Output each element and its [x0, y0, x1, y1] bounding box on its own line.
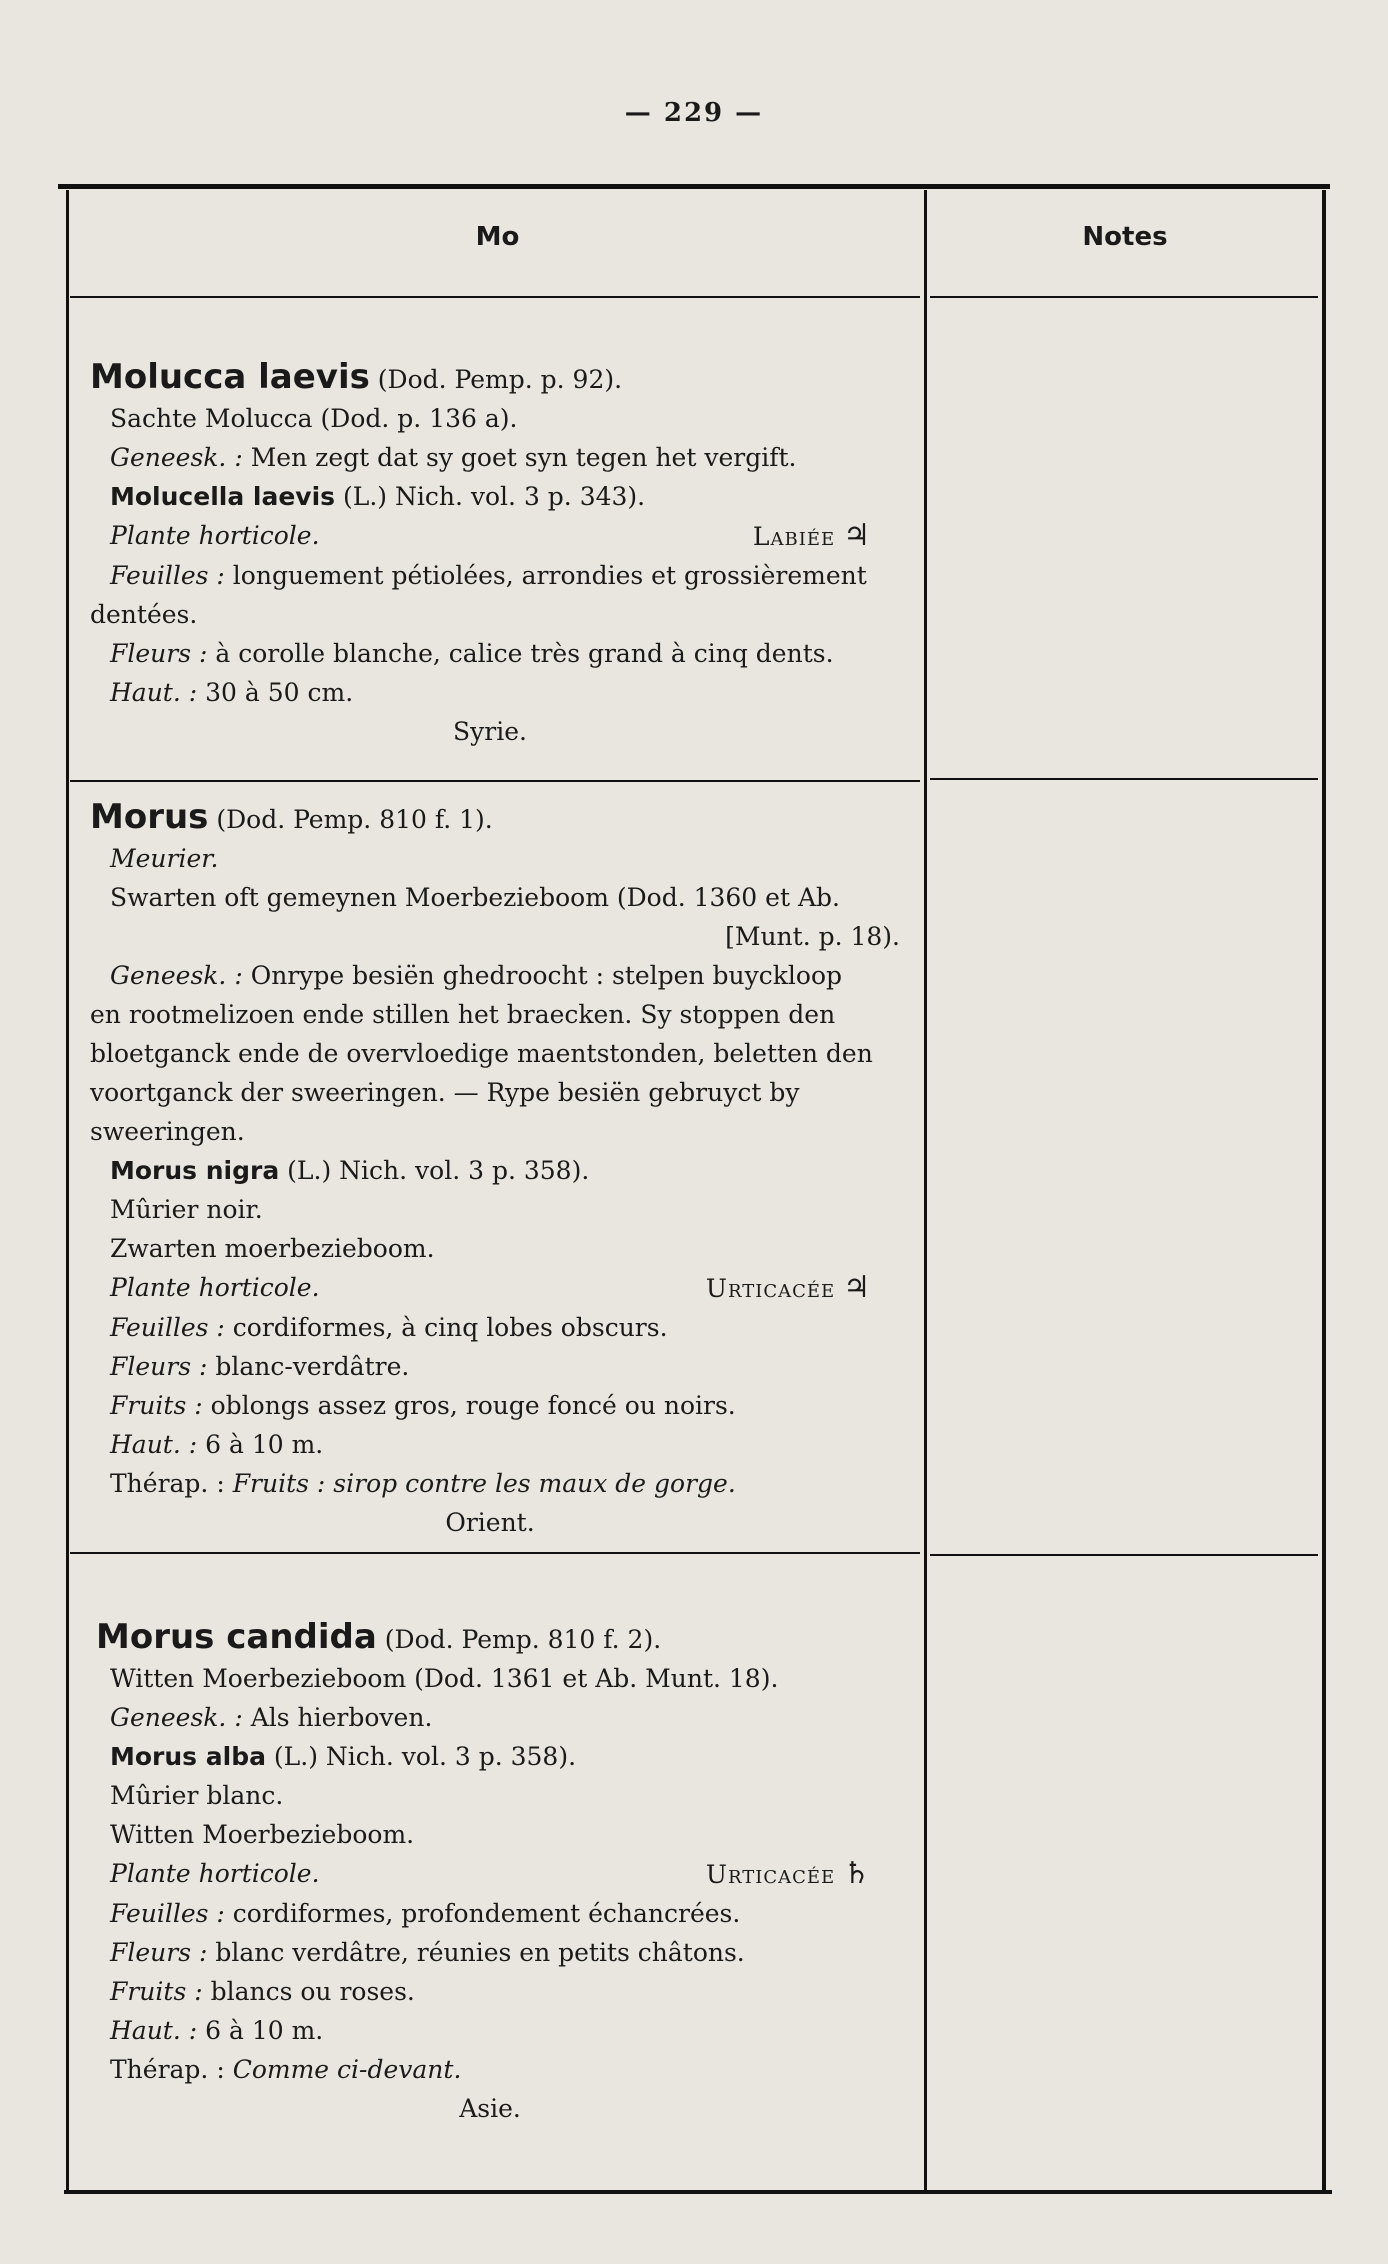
entry-line: Fleurs : blanc verdâtre, réunies en petits châtons.: [110, 1938, 745, 1967]
origin: Asie.: [459, 2094, 521, 2123]
entry-line: bloetganck ende de overvloedige maentstonden, beletten den: [90, 1039, 873, 1068]
entry-line: Mûrier blanc.: [110, 1781, 284, 1810]
entry-line: Fruits : blancs ou roses.: [110, 1977, 415, 2006]
entry-line: voortganck der sweeringen. — Rype besiën gebruyct by: [90, 1078, 800, 1107]
table-right-border: [1322, 190, 1326, 2192]
headword: Molucca laevis: [90, 357, 370, 397]
entry-line: Meurier.: [110, 844, 219, 873]
entry-molucca-laevis: [90, 357, 910, 751]
entry-line: Witten Moerbezieboom.: [110, 1820, 415, 1849]
entry-line: Plante horticole. Labiée ♃: [110, 518, 870, 553]
entry-line: Haut. : 30 à 50 cm.: [110, 678, 354, 707]
entry-line: Geneesk. : Onrype besiën ghedroocht : stelpen buyckloop: [110, 961, 843, 990]
column-header-left: Mo: [475, 222, 520, 252]
perennial-symbol: ♃: [843, 1270, 870, 1305]
page-number: — 229 —: [624, 98, 764, 128]
entry-line: Thérap. : Comme ci-devant.: [110, 2055, 462, 2084]
family-label: Urticacée: [705, 1274, 836, 1303]
shrub-symbol: ♄: [843, 1856, 870, 1891]
origin: Orient.: [445, 1508, 535, 1537]
entry-line: dentées.: [90, 600, 198, 629]
entry-line: [Munt. p. 18).: [725, 922, 900, 951]
entry-line: Thérap. : Fruits : sirop contre les maux de gorge.: [110, 1469, 736, 1498]
entry-line: Plante horticole. Urticacée ♃: [110, 1270, 870, 1305]
entry-line: Geneesk. : Men zegt dat sy goet syn tegen het vergift.: [110, 443, 797, 472]
entry-line: Plante horticole. Urticacée ♄: [110, 1856, 870, 1891]
entry-line: Fruits : oblongs assez gros, rouge foncé ou noirs.: [110, 1391, 736, 1420]
entry-line: Morus alba (L.) Nich. vol. 3 p. 358).: [110, 1742, 577, 1771]
entry-line: Mûrier noir.: [110, 1195, 263, 1224]
entry-divider-left: [70, 780, 920, 782]
table-top-rule: [58, 184, 1330, 189]
entry-divider-left: [70, 1552, 920, 1554]
table-left-border: [66, 190, 69, 2192]
entry-divider-right: [930, 1554, 1318, 1556]
headword: Morus: [90, 797, 209, 837]
entry-line: Geneesk. : Als hierboven.: [110, 1703, 433, 1732]
entry-line: Feuilles : cordiformes, profondement échancrées.: [110, 1899, 741, 1928]
entry-line: Fleurs : blanc-verdâtre.: [110, 1352, 410, 1381]
entry-line: Witten Moerbezieboom (Dod. 1361 et Ab. Munt. 18).: [110, 1664, 779, 1693]
entry-line: Feuilles : cordiformes, à cinq lobes obscurs.: [110, 1313, 668, 1342]
entry-line: Fleurs : à corolle blanche, calice très grand à cinq dents.: [110, 639, 834, 668]
entry-line: Zwarten moerbezieboom.: [110, 1234, 435, 1263]
family-label: Urticacée: [705, 1860, 836, 1889]
table-bottom-rule: [64, 2190, 1332, 2194]
entry-line: Molucella laevis (L.) Nich. vol. 3 p. 343).: [110, 482, 646, 511]
entry-line: Sachte Molucca (Dod. p. 136 a).: [110, 404, 518, 433]
family-label: Labiée: [752, 522, 836, 551]
perennial-symbol: ♃: [843, 518, 870, 553]
headword-reference: (Dod. Pemp. 810 f. 1).: [208, 805, 493, 834]
entry-line: Haut. : 6 à 10 m.: [110, 1430, 324, 1459]
entry-morus: [90, 797, 910, 1542]
entry-line: Haut. : 6 à 10 m.: [110, 2016, 324, 2045]
headword-reference: (Dod. Pemp. p. 92).: [369, 365, 623, 394]
column-divider: [924, 190, 927, 2192]
entry-morus-candida: [96, 1617, 910, 2128]
entry-line: Feuilles : longuement pétiolées, arrondies et grossièrement: [110, 561, 867, 590]
header-divider-left: [70, 296, 920, 298]
entry-divider-right: [930, 778, 1318, 780]
entry-line: en rootmelizoen ende stillen het braecken. Sy stoppen den: [90, 1000, 836, 1029]
headword-reference: (Dod. Pemp. 810 f. 2).: [376, 1625, 662, 1654]
column-header-right: Notes: [1082, 222, 1168, 252]
headword: Morus candida: [96, 1617, 377, 1657]
entry-line: sweeringen.: [90, 1117, 245, 1146]
header-divider-right: [930, 296, 1318, 298]
entry-line: Morus nigra (L.) Nich. vol. 3 p. 358).: [110, 1156, 590, 1185]
entry-line: Swarten oft gemeynen Moerbezieboom (Dod. 1360 et Ab.: [110, 883, 840, 912]
origin: Syrie.: [453, 717, 527, 746]
